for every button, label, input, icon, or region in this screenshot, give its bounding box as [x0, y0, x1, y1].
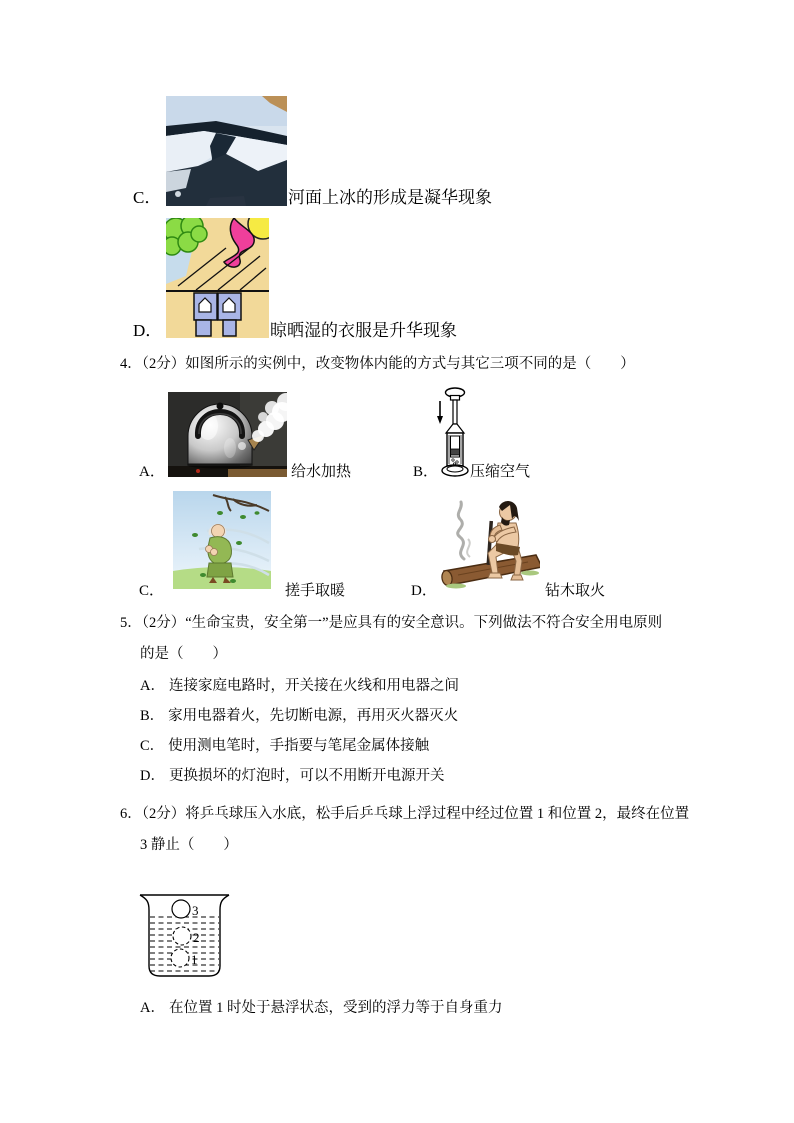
fire-syringe-image: [434, 387, 470, 479]
q5-option-a: [140, 678, 459, 695]
q6-option-a: [140, 1000, 502, 1017]
ball-position-3: [172, 900, 190, 918]
q5-option-d-label: D．: [140, 768, 165, 784]
q5-option-d: [140, 768, 444, 785]
q5-option-b-text: 家用电器着火，先切断电源，再用灭火器灭火: [168, 708, 459, 724]
q4-option-a-label: A．: [139, 464, 165, 480]
q6-option-a-text: 在位置 1 时处于悬浮状态，受到的浮力等于自身重力: [168, 1000, 503, 1016]
kettle-boiling-image: [168, 392, 287, 477]
ball-position-2: [173, 927, 191, 945]
q5-option-a-label: A．: [140, 678, 165, 694]
beaker-diagram: [137, 890, 232, 985]
wood-drilling-image: [432, 495, 540, 590]
ball-position-1: [171, 949, 189, 967]
clothes-drying-image: [166, 218, 269, 338]
q4-option-b-label: B．: [413, 464, 439, 480]
q4-option-c-caption: 搓手取暖: [285, 583, 346, 599]
q3-option-c-caption: 河面上冰的形成是凝华现象: [288, 188, 492, 207]
q5-stem-line2: 的是（ ）: [140, 646, 227, 662]
q4-option-c-label: C．: [139, 583, 165, 599]
q6-stem-line2: 3 静止（ ）: [140, 837, 238, 853]
q5-option-a-text: 连接家庭电路时，开关接在火线和用电器之间: [168, 678, 459, 694]
q4-stem: 4．（2分）如图所示的实例中，改变物体内能的方式与其它三项不同的是（ ）: [120, 356, 635, 372]
q5-option-c-text: 使用测电笔时，手指要与笔尾金属体接触: [168, 738, 430, 754]
q5-option-d-text: 更换损坏的灯泡时，可以不用断开电源开关: [168, 768, 445, 784]
q4-option-a-caption: 给水加热: [291, 464, 352, 480]
rubbing-hands-image: [173, 491, 271, 589]
q5-option-b-label: B．: [140, 708, 165, 724]
q5-option-c: [140, 738, 429, 755]
q4-option-d-caption: 钻木取火: [545, 583, 606, 599]
q3-option-d-label: D．: [133, 321, 163, 340]
q3-option-d-caption: 晾晒湿的衣服是升华现象: [270, 321, 457, 340]
beaker-position-label-3: 3: [192, 903, 199, 918]
q5-option-c-label: C．: [140, 738, 165, 754]
q4-option-b-caption: 压缩空气: [470, 464, 531, 480]
beaker-position-label-2: 2: [193, 930, 200, 945]
q5-option-b: [140, 708, 458, 725]
beaker-position-label-1: 1: [191, 952, 198, 967]
q6-option-a-label: A．: [140, 1000, 165, 1016]
q4-option-d-label: D．: [411, 583, 437, 599]
river-ice-image: [166, 96, 287, 206]
q3-option-c-label: C．: [133, 188, 162, 207]
q5-stem-line1: 5．（2分）“生命宝贵，安全第一”是应具有的安全意识。下列做法不符合安全用电原则: [120, 615, 663, 631]
q6-stem-line1: 6．（2分）将乒乓球压入水底，松手后乒乓球上浮过程中经过位置 1 和位置 2，最终在位置: [120, 806, 690, 822]
